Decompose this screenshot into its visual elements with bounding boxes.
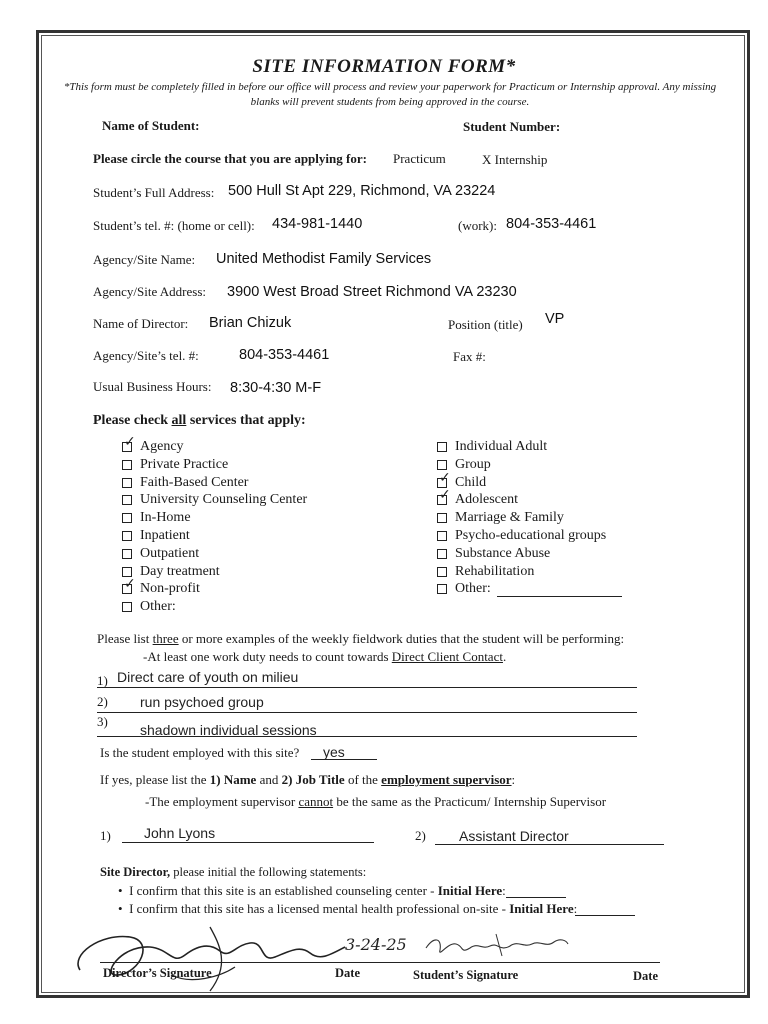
duty-3-text: shadown individual sessions — [140, 722, 317, 738]
student-work-label: (work): — [458, 218, 497, 233]
supervisor-name-number: 1) — [100, 828, 111, 843]
agency-name-label: Agency/Site Name: — [93, 252, 196, 267]
service-label: Agency — [140, 439, 184, 454]
services-heading-pre: Please check — [93, 413, 172, 428]
duties-subnote-direct-contact: Direct Client Contact — [391, 649, 503, 664]
service-label: Adolescent — [455, 492, 518, 508]
checkbox-icon[interactable] — [122, 531, 132, 541]
duty-3-line — [97, 736, 637, 737]
checkbox-icon[interactable] — [437, 469, 451, 488]
supervisor-prompt-colon: : — [511, 772, 516, 787]
form-instructions: *This form must be completely filled in before our office will process and review your paperwork for Practicum or Internship approval. Any missing blanks will prevent students from being approved in the course. — [63, 81, 717, 108]
agency-tel-label: Agency/Site’s tel. #: — [93, 348, 199, 363]
checkbox-icon[interactable] — [122, 549, 132, 559]
supervisor-prompt-and: and — [256, 772, 282, 787]
checkbox-icon[interactable] — [122, 513, 132, 523]
supervisor-name-line — [122, 842, 374, 843]
duty-1-text: Direct care of youth on milieu — [117, 669, 299, 685]
checkbox-icon[interactable] — [122, 460, 132, 470]
left-service-outpatient[interactable] — [122, 546, 199, 562]
service-label: Rehabilitation — [455, 563, 535, 579]
course-option-practicum: Practicum — [393, 151, 446, 166]
supervisor-prompt-name: 1) Name — [209, 772, 257, 787]
supervisor-note — [145, 794, 606, 810]
duties-prompt-three: three — [152, 631, 179, 646]
course-option-internship: X Internship — [482, 152, 548, 167]
supervisor-note-cannot: cannot — [298, 794, 334, 809]
site-director-heading — [100, 865, 366, 880]
student-tel-label: Student’s tel. #: (home or cell): — [93, 218, 255, 233]
right-service-psycho-educational-groups[interactable] — [437, 528, 606, 544]
checkbox-icon[interactable] — [437, 442, 447, 452]
checkmark-icon: ✓ — [439, 487, 451, 504]
service-label: Outpatient — [140, 545, 200, 561]
employment-answer-line — [311, 759, 377, 760]
left-service-agency[interactable] — [122, 434, 184, 455]
checkbox-icon[interactable] — [122, 576, 136, 594]
initial-statement-2-initial: Initial Here — [509, 901, 574, 916]
initial-line-1 — [506, 897, 566, 898]
agency-address-label: Agency/Site Address: — [93, 284, 207, 299]
service-label: Day treatment — [140, 563, 220, 579]
checkbox-icon[interactable] — [122, 495, 132, 505]
agency-address-value: 3900 West Broad Street Richmond VA 23230 — [227, 284, 517, 300]
initial-statement-1-initial: Initial Here — [437, 883, 503, 898]
left-service-inpatient[interactable] — [122, 528, 190, 544]
left-service-day-treatment[interactable] — [122, 564, 220, 580]
duty-2-line — [97, 712, 637, 713]
initial-statement-2-colon: : — [573, 901, 578, 916]
position-value: VP — [545, 311, 565, 327]
date-label-2: Date — [633, 969, 658, 983]
service-label: Private Practice — [140, 456, 229, 472]
duties-prompt-pre: Please list — [97, 631, 153, 646]
initial-statement-1-text: I confirm that this site is an established counseling center - — [129, 883, 438, 898]
service-label: In-Home — [140, 510, 191, 526]
student-address-label: Student’s Full Address: — [93, 185, 215, 200]
checkbox-icon[interactable] — [437, 487, 451, 505]
duty-1-line — [97, 687, 637, 688]
course-label: Please circle the course that you are applying for: — [93, 151, 367, 166]
duties-subnote-post: . — [502, 649, 507, 664]
business-hours-label: Usual Business Hours: — [93, 379, 212, 394]
supervisor-prompt-employment-supervisor: employment supervisor — [381, 772, 512, 787]
checkbox-icon[interactable] — [437, 584, 447, 594]
services-heading — [93, 413, 306, 429]
service-label: Group — [455, 456, 491, 472]
duty-3-number: 3) — [97, 714, 108, 729]
checkbox-icon[interactable] — [122, 434, 136, 452]
service-label: Other: — [455, 581, 491, 597]
initial-statement-2-text: I confirm that this site has a licensed mental health professional on-site - — [129, 901, 510, 916]
left-service-private-practice[interactable] — [122, 457, 228, 473]
director-signature — [60, 915, 360, 993]
director-signature-label: Director’s Signature — [103, 966, 212, 980]
right-service-adolescent[interactable] — [437, 487, 518, 508]
fax-label: Fax #: — [453, 349, 486, 364]
signature-line — [100, 962, 660, 963]
duty-1-number: 1) — [97, 673, 108, 688]
initial-statement-1-colon: : — [502, 883, 506, 898]
checkbox-icon[interactable] — [122, 602, 132, 612]
services-heading-post: services that apply: — [186, 413, 306, 428]
student-signature — [420, 928, 570, 962]
right-service-rehabilitation[interactable] — [437, 564, 534, 580]
employment-answer: yes — [323, 744, 345, 760]
position-label: Position (title) — [448, 317, 523, 332]
left-service-faith-based-center[interactable] — [122, 475, 248, 491]
left-service-non-profit[interactable] — [122, 576, 200, 597]
student-tel-value: 434-981-1440 — [272, 216, 363, 232]
student-name-label: Name of Student: — [102, 118, 200, 133]
duties-subnote-pre: -At least one work duty needs to count towards — [143, 649, 392, 664]
checkmark-icon: ✓ — [124, 434, 136, 450]
right-service-individual-adult[interactable] — [437, 439, 547, 455]
left-service-in-home[interactable] — [122, 510, 191, 526]
left-service-other[interactable] — [122, 599, 176, 615]
service-label: Faith-Based Center — [140, 474, 249, 490]
checkmark-icon: ✓ — [439, 469, 451, 486]
checkbox-icon[interactable] — [122, 567, 132, 577]
supervisor-title-number: 2) — [415, 828, 426, 843]
service-label: Marriage & Family — [455, 510, 564, 526]
right-service-marriage-family[interactable] — [437, 510, 564, 526]
initial-line-2 — [575, 915, 635, 916]
form-title: SITE INFORMATION FORM* — [252, 56, 516, 77]
supervisor-note-pre: -The employment supervisor — [145, 794, 299, 809]
checkbox-icon[interactable] — [437, 531, 447, 541]
service-label: Substance Abuse — [455, 545, 551, 561]
checkbox-icon[interactable] — [437, 460, 447, 470]
duties-prompt — [97, 631, 624, 647]
other-blank-line — [497, 596, 622, 597]
checkbox-icon[interactable] — [437, 567, 447, 577]
supervisor-prompt-of: of the — [344, 772, 382, 787]
business-hours-value: 8:30-4:30 M-F — [230, 380, 322, 396]
service-label: Non-profit — [140, 581, 200, 597]
supervisor-name-value: John Lyons — [144, 825, 216, 841]
initial-statement-1 — [118, 883, 506, 899]
service-label: Child — [455, 474, 487, 490]
checkmark-icon: ✓ — [124, 576, 136, 593]
student-work-value: 804-353-4461 — [506, 216, 597, 232]
right-service-substance-abuse[interactable] — [437, 546, 550, 562]
service-label: Individual Adult — [455, 439, 548, 454]
left-service-university-counseling-center[interactable] — [122, 492, 307, 508]
employment-question: Is the student employed with this site? — [100, 745, 300, 760]
agency-tel-value: 804-353-4461 — [239, 347, 330, 363]
duties-subnote — [143, 649, 506, 665]
signature-date: 3-24-25 — [345, 935, 407, 954]
director-name-value: Brian Chizuk — [209, 315, 292, 331]
service-label: University Counseling Center — [140, 492, 308, 508]
bullet-icon: • — [118, 883, 130, 898]
supervisor-prompt-title: 2) Job Title — [281, 772, 345, 787]
checkbox-icon[interactable] — [437, 513, 447, 523]
right-service-other[interactable] — [437, 581, 491, 597]
bullet-icon: • — [118, 901, 130, 916]
checkbox-icon[interactable] — [122, 478, 132, 488]
student-signature-label: Student’s Signature — [413, 968, 519, 982]
site-director-heading-rest: please initial the following statements: — [170, 865, 367, 879]
duty-2-number: 2) — [97, 694, 108, 709]
agency-name-value: United Methodist Family Services — [216, 251, 432, 267]
supervisor-title-line — [435, 844, 664, 845]
supervisor-prompt — [100, 772, 515, 788]
director-name-label: Name of Director: — [93, 316, 189, 331]
checkbox-icon[interactable] — [437, 549, 447, 559]
supervisor-title-value: Assistant Director — [459, 828, 569, 844]
duties-prompt-post: or more examples of the weekly fieldwork duties that the student will be performing: — [178, 631, 625, 646]
supervisor-prompt-pre: If yes, please list the — [100, 772, 210, 787]
student-address-value: 500 Hull St Apt 229, Richmond, VA 23224 — [228, 183, 496, 199]
service-label: Inpatient — [140, 528, 190, 543]
date-label-1: Date — [335, 966, 360, 980]
duty-2-text: run psychoed group — [140, 694, 264, 710]
service-label: Other: — [140, 599, 176, 615]
services-heading-all: all — [171, 413, 187, 428]
service-label: Psycho-educational groups — [455, 528, 607, 543]
supervisor-note-post: be the same as the Practicum/ Internship Supervisor — [333, 794, 607, 809]
student-number-label: Student Number: — [463, 119, 561, 134]
site-director-heading-bold: Site Director, — [100, 865, 171, 879]
